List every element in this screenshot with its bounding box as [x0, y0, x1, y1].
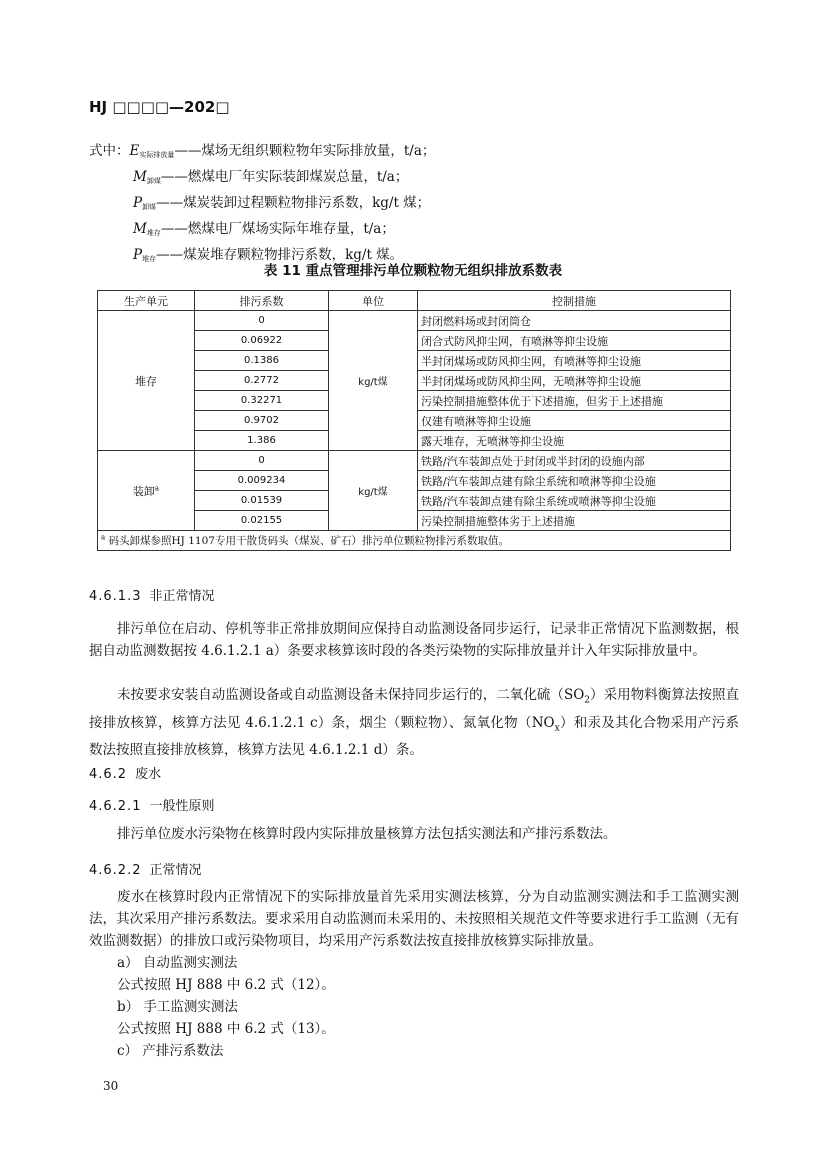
table-title: 表 11 重点管理排污单位颗粒物无组织排放系数表: [263, 263, 563, 279]
table-footnote-row: [98, 531, 731, 551]
variable-symbol: E: [129, 143, 140, 159]
production-unit-cell: [98, 451, 195, 531]
measure-cell: 污染控制措施整体劣于上述措施: [418, 511, 731, 531]
coefficient-cell: 0.02155: [195, 511, 329, 531]
variable-subscript: 堆存: [146, 229, 161, 237]
table-footnote: [98, 531, 731, 551]
variable-subscript: 卸煤: [146, 177, 161, 185]
variable-subscript: 卸煤: [142, 203, 157, 211]
coefficient-cell: 0.32271: [195, 391, 329, 411]
measure-cell: 露天堆存，无喷淋等抑尘设施: [418, 431, 731, 451]
paragraph: 废水在核算时段内正常情况下的实际排放量首先采用实测法核算，分为自动监测实测法和手工监测实测法，其次采用产排污系数法。要求采用自动监测而未采用的、未按照相关规范文件等要求进行手工监测（无有效监测数据）的排放口或污染物项目，均采用产污系数法按直接排放核算实际排放量。: [89, 889, 739, 949]
variable-description: ——煤炭装卸过程颗粒物排污系数，kg/t 煤；: [156, 195, 431, 211]
variable-symbol: P: [133, 195, 143, 211]
section-number: 4.6.1.3: [89, 589, 142, 604]
measure-cell: 闭合式防风抑尘网，有喷淋等抑尘设施: [418, 331, 731, 351]
paragraph-text: ）采用物料衡算法按照直接排放核算，核算方法见 4.6.1.2.1 c）条，烟尘（颗粒物）、氮氧化物（NO: [89, 687, 740, 731]
column-header: 控制措施: [418, 291, 731, 311]
column-header: 单位: [329, 291, 418, 311]
footnote-marker: a: [154, 483, 160, 492]
section-heading: [89, 585, 215, 604]
variable-symbol: M: [133, 221, 147, 237]
formula-definitions: [89, 140, 435, 270]
subscript: x: [554, 723, 560, 734]
section-title: 一般性原则: [149, 799, 215, 814]
formula-def-line: [89, 192, 435, 218]
section-number: 4.6.2: [89, 767, 128, 782]
subscript: 2: [584, 695, 591, 706]
measure-cell: 铁路/汽车装卸点处于封闭或半封闭的设施内部: [418, 451, 731, 471]
table-row: [98, 311, 731, 331]
document-code: HJ □□□□—202□: [89, 98, 230, 116]
paragraph: 排污单位废水污染物在核算时段内实际排放量核算方法包括实测法和产排污系数法。: [117, 826, 617, 842]
paragraph-text: 未按要求安装自动监测设备或自动监测设备未保持同步运行的，二氧化硫（SO: [117, 687, 585, 703]
paragraph: 排污单位在启动、停机等非正常排放期间应保持自动监测设备同步运行，记录非正常情况下监测数据，根据自动监测数据按 4.6.1.2.1 a）条要求核算该时段的各类污染物的实际排放量并计入年实际排放量中。: [89, 621, 739, 659]
paragraph: [89, 684, 739, 761]
page-number: 30: [103, 1079, 119, 1093]
measure-cell: 半封闭煤场或防风抑尘网，有喷淋等抑尘设施: [418, 351, 731, 371]
coefficient-cell: 0.01539: [195, 491, 329, 511]
list-item: 公式按照 HJ 888 中 6.2 式（13）。: [117, 1021, 335, 1037]
variable-description: ——煤场无组织颗粒物年实际排放量，t/a；: [174, 143, 436, 159]
coefficient-cell: 0.2772: [195, 371, 329, 391]
production-unit-cell: 堆存: [98, 311, 195, 451]
variable-subscript: 堆存: [142, 255, 157, 263]
formula-lead: 式中：: [89, 143, 130, 159]
coefficient-cell: 0.9702: [195, 411, 329, 431]
unit-cell: kg/t煤: [329, 451, 418, 531]
list-item: c） 产排污系数法: [117, 1043, 224, 1059]
list-item: 公式按照 HJ 888 中 6.2 式（12）。: [117, 977, 335, 993]
measure-cell: 铁路/汽车装卸点建有除尘系统或喷淋等抑尘设施: [418, 491, 731, 511]
measure-cell: 铁路/汽车装卸点建有除尘系统和喷淋等抑尘设施: [418, 471, 731, 491]
measure-cell: 污染控制措施整体优于下述措施，但劣于上述措施: [418, 391, 731, 411]
coefficient-cell: 0.1386: [195, 351, 329, 371]
variable-symbol: M: [133, 169, 147, 185]
section-number: 4.6.2.1: [89, 799, 142, 814]
column-header: 排污系数: [195, 291, 329, 311]
measure-cell: 半封闭煤场或防风抑尘网，无喷淋等抑尘设施: [418, 371, 731, 391]
section-number: 4.6.2.2: [89, 863, 142, 878]
paragraph-text: ）和汞及其化合物采用产污系数法按照直接排放核算，核算方法见 4.6.1.2.1 d）条。: [89, 714, 740, 759]
coefficient-cell: 1.386: [195, 431, 329, 451]
coefficient-cell: 0: [195, 451, 329, 471]
footnote-text: 码头卸煤参照HJ 1107专用干散货码头（煤炭、矿石）排污单位颗粒物排污系数取值。: [105, 535, 509, 547]
formula-def-line: [89, 166, 435, 192]
production-unit-label: 装卸: [132, 484, 155, 498]
formula-def-line: [89, 140, 435, 166]
footnote-marker: a: [101, 533, 106, 542]
variable-description: ——煤炭堆存颗粒物排污系数，kg/t 煤。: [156, 247, 404, 263]
section-title: 正常情况: [149, 863, 202, 878]
section-title: 废水: [135, 767, 162, 782]
table-header-row: [98, 291, 731, 311]
variable-description: ——燃煤电厂年实际装卸煤炭总量，t/a；: [160, 169, 409, 185]
section-heading: [89, 763, 161, 782]
list-block: [117, 952, 335, 1062]
section-heading: [89, 859, 202, 878]
section-heading: [89, 795, 215, 814]
coefficient-cell: 0.009234: [195, 471, 329, 491]
measure-cell: 仅建有喷淋等抑尘设施: [418, 411, 731, 431]
coefficient-cell: 0: [195, 311, 329, 331]
emission-coefficient-table: [97, 290, 731, 551]
list-item: b） 手工监测实测法: [117, 999, 238, 1015]
list-item: a） 自动监测实测法: [117, 955, 238, 971]
formula-def-line: [89, 218, 435, 244]
unit-cell: kg/t煤: [329, 311, 418, 451]
column-header: 生产单元: [98, 291, 195, 311]
coefficient-cell: 0.06922: [195, 331, 329, 351]
variable-description: ——燃煤电厂煤场实际年堆存量，t/a；: [160, 221, 395, 237]
variable-symbol: P: [133, 247, 143, 263]
measure-cell: 封闭燃料场或封闭筒仓: [418, 311, 731, 331]
table-row: [98, 451, 731, 471]
section-title: 非正常情况: [149, 589, 215, 604]
variable-subscript: 实际排放量: [139, 151, 175, 159]
